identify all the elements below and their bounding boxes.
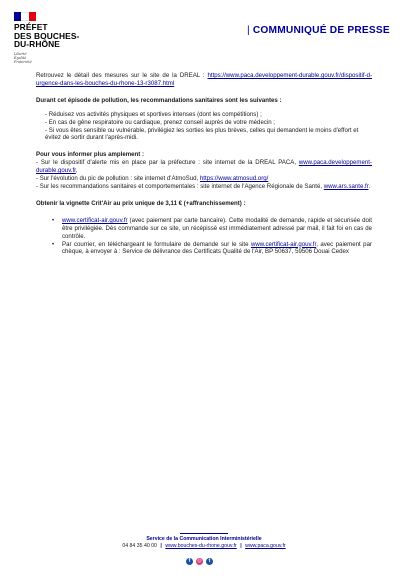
prefecture-website-link[interactable]: www.bouches-du-rhone.gouv.fr (165, 543, 237, 550)
press-title-text: COMMUNIQUÉ DE PRESSE (252, 25, 390, 36)
recommendation-item: - En cas de gêne respiratoire ou cardiaque, prenez conseil auprès de votre médecin ; (45, 118, 276, 126)
info-text-end: . (368, 182, 371, 190)
info-item-alert (36, 159, 372, 175)
instagram-icon[interactable]: ◎ (197, 558, 202, 564)
prefecture-name (14, 23, 84, 49)
document-body (36, 72, 372, 256)
option-text: Par courrier, en téléchargeant le formulaire de demande sur le site (62, 240, 251, 248)
service-name: Service de la Communication Interministérielle (146, 536, 262, 542)
option-text-end: , avec paiement par chèque, à envoyer à : Service de délivrance des Certificats Qualité de l'Air, BP 50637, 59506 Douai Cedex (62, 240, 372, 256)
dreal-paca-link[interactable]: www.paca.developpement-durable.gouv.fr (36, 159, 372, 175)
paca-website-link[interactable]: www.paca.gouv.fr (245, 543, 286, 550)
recommendations-list (36, 111, 372, 143)
logo-line: PRÉFET (14, 22, 48, 32)
contact-line (0, 543, 408, 550)
title-bar: | (247, 25, 250, 36)
dreal-link[interactable]: https://www.paca.developpement-durable.gouv.fr/dispositif-d-urgence-dans-les-bouches-du-rhone-13-r3087.html (36, 72, 372, 87)
recommendation-item: - Si vous êtes sensible ou vulnérable, privilégiez les sorties les plus brèves, celles qui demandent le moins d'effort et évitez de sortir durant l'après-midi. (45, 126, 359, 142)
vignette-options-list (36, 217, 372, 257)
twitter-icon[interactable]: t (206, 558, 213, 565)
intro-text: Retrouvez le détail des mesures sur le site de la DREAL : (36, 72, 208, 79)
info-text: - Sur les recommandations sanitaires et comportementales : site internet de l'Agence Régionale de Santé, (36, 182, 324, 190)
info-item-health (36, 183, 372, 191)
vignette-option-mail (62, 241, 372, 257)
social-links (186, 558, 213, 565)
info-text: - Sur l'évolution du pic de pollution : site internet d'AtmoSud, (36, 175, 200, 183)
logo-line: DU-RHÔNE (14, 39, 60, 50)
motto-line: Égalité (14, 55, 27, 60)
ars-link[interactable]: www.ars.sante.fr (323, 182, 369, 190)
separator: | (160, 543, 162, 550)
certificat-air-form-link[interactable]: www.certificat-air.gouv.fr (250, 240, 317, 248)
separator: | (240, 543, 242, 550)
page-footer (0, 536, 408, 550)
footer-divider (180, 533, 228, 534)
vignette-option-online (62, 217, 372, 241)
french-flag-icon (14, 12, 36, 21)
intro-paragraph (36, 72, 372, 88)
motto-line: Fraternité (14, 60, 32, 65)
motto-line: Liberté (14, 51, 27, 56)
phone-number: 04 84 35 40 00 (122, 543, 157, 550)
recommendations-heading: Durant cet épisode de pollution, les recommandations sanitaires sont les suivantes : (36, 96, 282, 104)
info-text: - Sur le dispositif d'alerte mis en place par la préfecture : site internet de la DREAL PACA, (36, 159, 299, 167)
recommendation-item: - Réduisez vos activités physiques et sportives intenses (dont les compétitions) ; (45, 110, 262, 118)
info-item-pollution (36, 175, 372, 183)
certificat-air-link[interactable]: www.certificat-air.gouv.fr (62, 216, 128, 224)
prefecture-logo (14, 12, 84, 64)
republic-motto (14, 52, 84, 65)
vignette-heading: Obtenir la vignette Crit'Air au prix unique de 3,11 € (+affranchissement) : (36, 199, 246, 207)
facebook-icon[interactable]: f (186, 558, 193, 565)
press-release-title (247, 25, 390, 36)
atmosud-link[interactable]: https://www.atmosud.org/ (199, 175, 269, 183)
logo-line: DES BOUCHES- (14, 30, 80, 41)
information-heading: Pour vous informer plus amplement : (36, 151, 145, 159)
option-text: (avec paiement par carte bancaire). Cette modalité de demande, rapide et sécurisée doit être privilégiée. Dès commande sur ce site, un récépissé est immédiatement adressé par mail, il fait foi en cas de contrôle. (62, 216, 372, 240)
info-text-end: , (75, 167, 78, 175)
